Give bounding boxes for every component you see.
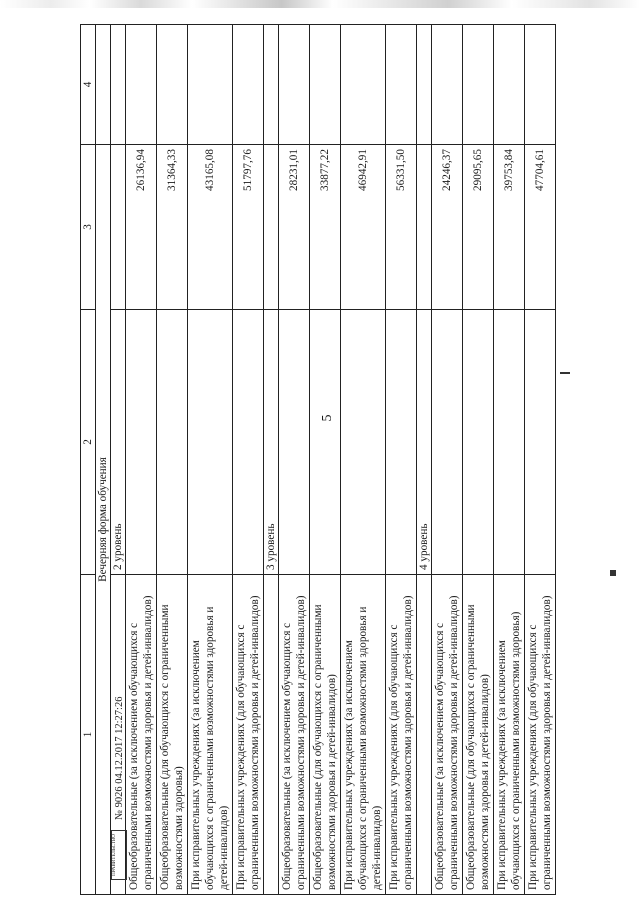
- row-name: При исправительных учреждениях (для обучающихся с ограниченными возможностями здоровья и детей-инвалидов): [386, 575, 417, 895]
- row-empty: [525, 25, 556, 145]
- table-row: [494, 25, 525, 895]
- level-label: 2 уровень: [111, 310, 126, 575]
- table-row: [157, 25, 188, 895]
- row-empty: [233, 310, 264, 575]
- row-empty: [494, 25, 525, 145]
- row-name: Общеобразовательные (для обучающихся с ограниченными возможностями здоровья и детей-инвалидов): [310, 575, 341, 895]
- row-name: Общеобразовательные (для обучающихся с ограниченными возможностями здоровья): [157, 575, 188, 895]
- row-name: При исправительных учреждениях (за исключением обучающихся с ограниченными возможностями здоровья и детей-инвалидов): [341, 575, 386, 895]
- row-name: Общеобразовательные (за исключением обучающихся с ограниченными возможностями здоровья и детей-инвалидов): [126, 575, 157, 895]
- row-empty: [341, 25, 386, 145]
- header-col-2: 2: [81, 310, 96, 575]
- table-row: [279, 25, 310, 895]
- stamp-number: № 9026 04.12.2017 12:27:26: [113, 696, 125, 820]
- section-row: [96, 25, 111, 895]
- table-row: [310, 25, 341, 895]
- table-row: [341, 25, 386, 895]
- level-row: [264, 25, 279, 895]
- row-name: Общеобразовательные (за исключением обучающихся с ограниченными возможностями здоровья и детей-инвалидов): [432, 575, 463, 895]
- row-empty: [432, 310, 463, 575]
- level-spacer: [417, 575, 432, 895]
- row-empty: [494, 310, 525, 575]
- page-number: 5: [320, 414, 335, 422]
- scan-top-edge: [0, 0, 640, 8]
- row-empty: [432, 25, 463, 145]
- header-col-3: 3: [81, 145, 96, 310]
- header-col-1: 1: [81, 575, 96, 895]
- rotated-page-content: [80, 25, 620, 895]
- stamp-logo: [111, 830, 127, 880]
- table-row: [463, 25, 494, 895]
- row-value: 24246,37: [432, 145, 463, 310]
- row-empty: [279, 310, 310, 575]
- row-empty: [525, 310, 556, 575]
- row-empty: [386, 310, 417, 575]
- row-empty: [463, 310, 494, 575]
- level-empty: [264, 145, 279, 310]
- row-empty: [157, 25, 188, 145]
- section-title: Вечерняя форма обучения: [96, 145, 111, 895]
- level-empty: [264, 25, 279, 145]
- table-row: [386, 25, 417, 895]
- row-value: 28231,01: [279, 145, 310, 310]
- row-empty: [126, 25, 157, 145]
- table-row: [188, 25, 233, 895]
- row-empty: [386, 25, 417, 145]
- level-label: 3 уровень: [264, 310, 279, 575]
- row-name: При исправительных учреждениях (за исключением обучающихся с ограниченными возможностями здоровья): [494, 575, 525, 895]
- row-value: 43165,08: [188, 145, 233, 310]
- row-value: 51797,76: [233, 145, 264, 310]
- row-name: Общеобразовательные (для обучающихся с ограниченными возможностями здоровья и детей-инвалидов): [463, 575, 494, 895]
- row-name: При исправительных учреждениях (для обучающихся с ограниченными возможностями здоровья и детей-инвалидов): [233, 575, 264, 895]
- row-value: 29095,65: [463, 145, 494, 310]
- scan-speck: [560, 372, 570, 374]
- row-empty: [463, 25, 494, 145]
- section-empty-cell: [96, 25, 111, 145]
- row-name: При исправительных учреждениях (для обучающихся с ограниченными возможностями здоровья и детей-инвалидов): [525, 575, 556, 895]
- row-name: Общеобразовательные (за исключением обучающихся с ограниченными возможностями здоровья и детей-инвалидов): [279, 575, 310, 895]
- row-value: 39753,84: [494, 145, 525, 310]
- level-empty: [111, 25, 126, 145]
- stamp-logo-text: ПРАВИТЕЛЬСТВО: [112, 834, 118, 876]
- row-value: 46942,91: [341, 145, 386, 310]
- row-empty: [188, 310, 233, 575]
- table-row: [233, 25, 264, 895]
- header-col-4: 4: [81, 25, 96, 145]
- row-value: 26136,94: [126, 145, 157, 310]
- row-empty: [279, 25, 310, 145]
- row-value: 47704,61: [525, 145, 556, 310]
- level-empty: [417, 25, 432, 145]
- row-empty: [341, 310, 386, 575]
- row-name: При исправительных учреждениях (за исключением обучающихся с ограниченными возможностями здоровья и детей-инвалидов): [188, 575, 233, 895]
- table-row: [525, 25, 556, 895]
- row-empty: [188, 25, 233, 145]
- tariff-table: [80, 24, 556, 895]
- scan-speck: [610, 570, 616, 576]
- row-empty: [233, 25, 264, 145]
- row-empty: [310, 25, 341, 145]
- level-label: 4 уровень: [417, 310, 432, 575]
- level-spacer: [264, 575, 279, 895]
- level-empty: [417, 145, 432, 310]
- table-row: [432, 25, 463, 895]
- registration-stamp: [110, 680, 138, 880]
- header-row: [81, 25, 96, 895]
- row-empty: [157, 310, 188, 575]
- row-empty: [126, 310, 157, 575]
- row-empty: [310, 310, 341, 575]
- row-value: 56331,50: [386, 145, 417, 310]
- row-value: 31364,33: [157, 145, 188, 310]
- level-row: [417, 25, 432, 895]
- level-empty: [111, 145, 126, 310]
- row-value: 33877,22: [310, 145, 341, 310]
